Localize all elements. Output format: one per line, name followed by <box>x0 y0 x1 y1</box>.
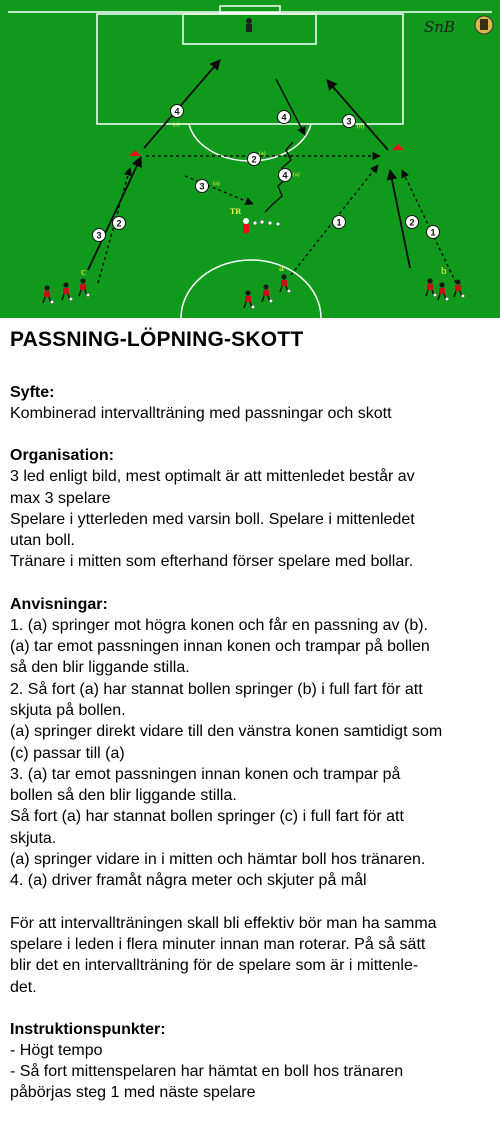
text-line: Kombinerad intervallträning med passningar och skott <box>10 405 392 422</box>
text-line: Tränare i mitten som efterhand förser spelare med bollar. <box>10 553 414 571</box>
text-line: påbörjas steg 1 med näste spelare <box>10 1084 256 1102</box>
sub-label: (a) <box>293 172 300 178</box>
text-line: skjuta på bollen. <box>10 701 126 719</box>
step-marker <box>406 216 419 229</box>
step-number: 2 <box>409 217 415 228</box>
step-marker <box>113 217 126 230</box>
group-label: a <box>279 262 284 274</box>
text-line: utan boll. <box>10 532 75 550</box>
step-number: 4 <box>282 170 288 181</box>
sub-label: (b) <box>357 124 364 130</box>
section-anvisningar <box>10 594 494 892</box>
signature-text: SnB <box>424 18 455 36</box>
page-title: PASSNING-LÖPNING-SKOTT <box>10 328 304 351</box>
text-line: (a) springer direkt vidare till den vänstra konen samtidigt som <box>10 723 443 741</box>
text-line: det. <box>10 978 37 996</box>
step-number: 3 <box>96 230 102 241</box>
text-line: (a) tar emot passningen innan konen och trampar på bollen <box>10 638 430 656</box>
step-marker <box>171 105 184 118</box>
drill-diagram <box>0 0 500 318</box>
text-line: Så fort (a) har stannat bollen springer (c) i full fart för att <box>10 808 404 826</box>
text-line: spelare i leden i flera minuter innan man roterar. På så sätt <box>10 935 426 953</box>
text-line: 3 led enligt bild, mest optimalt är att mittenledet består av <box>10 468 415 486</box>
step-marker <box>427 226 440 239</box>
text-line: 3. (a) tar emot passningen innan konen och trampar på <box>10 765 401 783</box>
step-number: 1 <box>430 227 436 238</box>
sub-label: (a) <box>213 181 220 187</box>
step-number: 3 <box>346 116 352 127</box>
text-line: så den blir liggande stilla. <box>10 659 190 677</box>
group-label: b <box>441 265 447 277</box>
step-marker <box>196 180 209 193</box>
step-marker <box>278 111 291 124</box>
text-line: 1. (a) springer mot högra konen och får en passning av (b). <box>10 616 428 634</box>
text-line: (a) springer vidare in i mitten och hämtar boll hos tränaren. <box>10 851 426 869</box>
section-rotation-note <box>10 913 494 998</box>
step-number: 2 <box>116 218 122 229</box>
text-line: skjuta. <box>10 829 57 847</box>
text-line: - Så fort mittenspelaren har hämtat en boll hos tränaren <box>10 1063 404 1081</box>
step-number: 2 <box>251 154 257 165</box>
trainer-label: TR <box>230 207 242 216</box>
section-heading: Anvisningar: <box>10 595 108 613</box>
sub-label: (a) <box>259 151 266 157</box>
drill-description <box>10 328 494 1125</box>
step-marker <box>93 229 106 242</box>
section-organisation <box>10 445 494 572</box>
step-number: 4 <box>281 112 287 123</box>
text-line: bollen så den blir liggande stilla. <box>10 787 237 805</box>
step-number: 3 <box>199 181 205 192</box>
step-number: 4 <box>174 106 180 117</box>
group-label: c <box>81 266 86 278</box>
step-marker <box>343 115 356 128</box>
text-line: För att intervallträningen skall bli effektiv bör man ha samma <box>10 914 437 932</box>
text-line: blir det en intervallträning för de spelare som är i mittenle- <box>10 957 419 975</box>
section-syfte <box>10 382 494 424</box>
goalkeeper <box>246 18 252 32</box>
section-heading: Organisation: <box>10 447 115 465</box>
sub-label: (c) <box>173 122 180 128</box>
text-line: max 3 spelare <box>10 489 111 507</box>
section-instruktionspunkter <box>10 1019 494 1104</box>
section-heading: Instruktionspunkter: <box>10 1020 166 1038</box>
step-number: 1 <box>336 217 342 228</box>
section-heading: Syfte: <box>10 384 55 401</box>
text-line: Spelare i ytterleden med varsin boll. Spelare i mittenledet <box>10 510 415 528</box>
text-line: 2. Så fort (a) har stannat bollen springer (b) i full fart för att <box>10 680 423 698</box>
text-line: - Högt tempo <box>10 1041 103 1059</box>
step-marker <box>333 216 346 229</box>
step-marker <box>279 169 292 182</box>
text-line: 4. (a) driver framåt några meter och skjuter på mål <box>10 872 367 890</box>
text-line: (c) passar till (a) <box>10 744 125 762</box>
